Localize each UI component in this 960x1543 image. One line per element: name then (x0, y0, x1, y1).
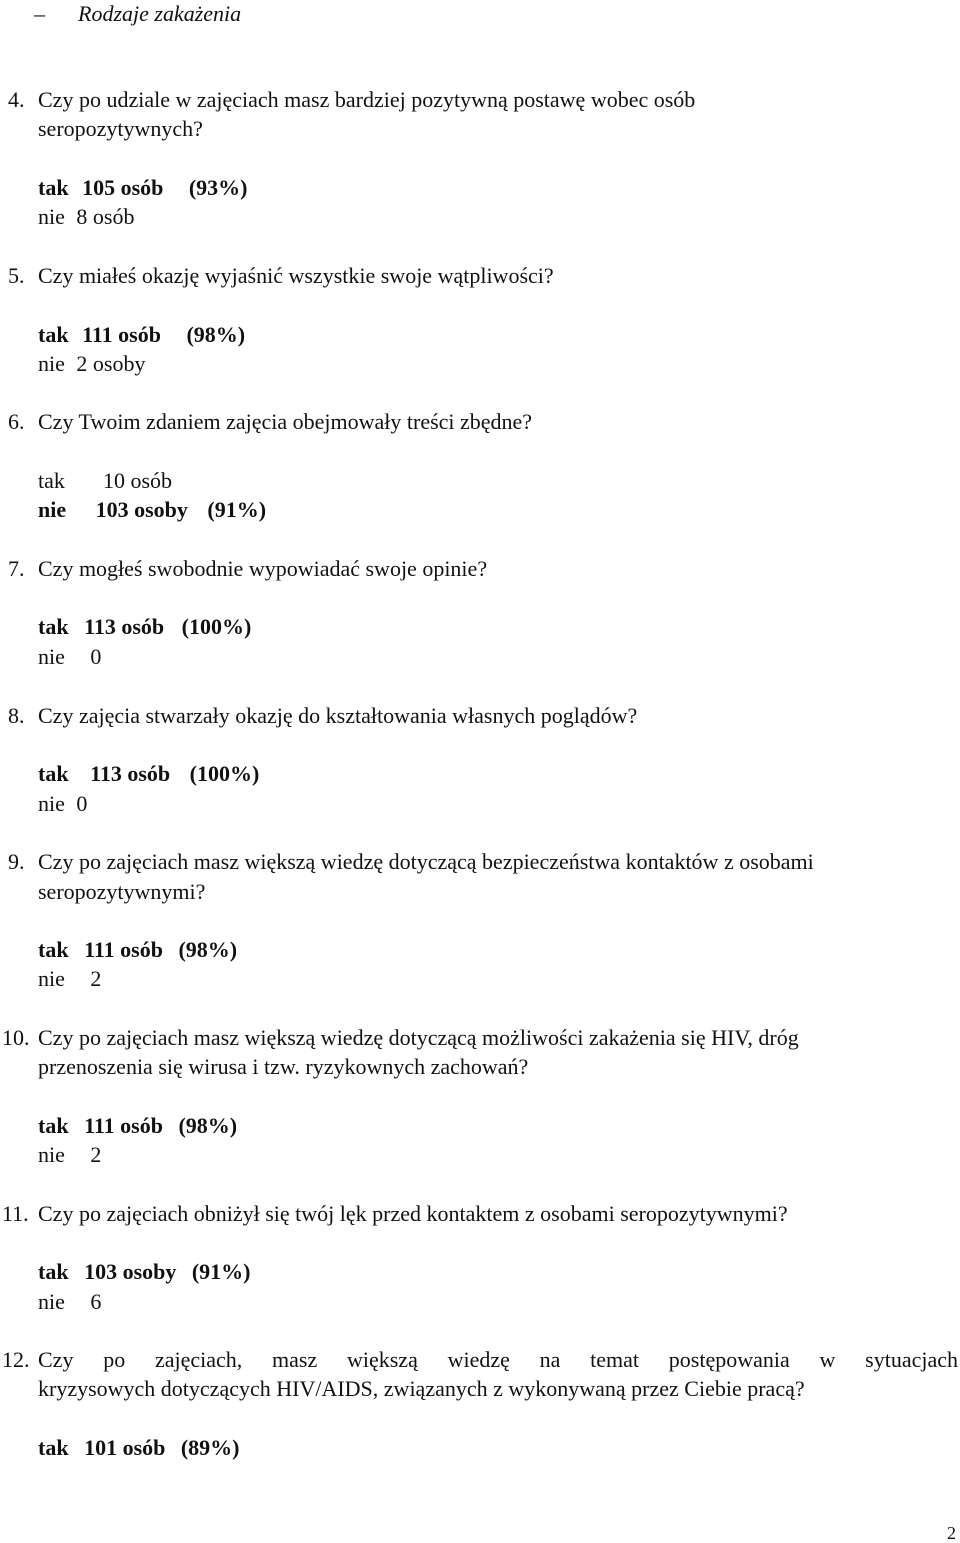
answer-no (38, 793, 87, 815)
question-number: 12. (2, 1347, 30, 1372)
answer-yes (38, 1437, 240, 1459)
answer-count: 111 osób (84, 937, 163, 962)
answer-percent: (91%) (191, 1259, 251, 1284)
question-text-cont: kryzysowych dotyczących HIV/AIDS, związanych z wykonywaną przez Ciebie pracą? (38, 1376, 805, 1401)
answer-label: nie (38, 966, 65, 991)
answer-yes (38, 939, 237, 961)
question-number: 8. (8, 703, 25, 728)
question-text: Czy Twoim zdaniem zajęcia obejmowały treści zbędne? (38, 409, 533, 434)
question-text: Czy po zajęciach masz większą wiedzę dotyczącą bezpieczeństwa kontaktów z osobami (38, 849, 814, 874)
answer-label: nie (38, 1289, 65, 1314)
answer-label: nie (38, 497, 67, 522)
answer-no (38, 499, 266, 521)
question-text: Czy zajęcia stwarzały okazję do kształtowania własnych poglądów? (38, 703, 638, 728)
answer-no (38, 206, 134, 228)
answer-yes (38, 616, 251, 638)
answer-yes (38, 1115, 237, 1137)
question-text: Czy po zajęciach masz większą wiedzę dotyczącą możliwości zakażenia się HIV, dróg (38, 1025, 799, 1050)
answer-count: 2 (90, 1142, 102, 1167)
answer-yes (38, 324, 245, 346)
answer-no (38, 1291, 101, 1313)
answer-label: tak (38, 937, 69, 962)
answer-count: 103 osoby (95, 497, 188, 522)
answer-no (38, 646, 101, 668)
answer-label: tak (38, 1259, 69, 1284)
question-text-cont: seropozytywnymi? (38, 879, 206, 904)
answer-count: 113 osób (84, 614, 165, 639)
answer-count: 105 osób (82, 175, 164, 200)
answer-percent: (91%) (207, 497, 267, 522)
answer-percent: (93%) (188, 175, 248, 200)
answer-no (38, 968, 101, 990)
answer-percent: (98%) (186, 322, 246, 347)
answer-label: nie (38, 204, 65, 229)
answer-count: 6 (90, 1289, 102, 1314)
answer-label: tak (38, 1435, 69, 1460)
question-text: Czy po zajęciach, masz większą wiedzę na temat postępowania w sytuacjach (38, 1347, 958, 1372)
answer-count: 103 osoby (84, 1259, 177, 1284)
question-number: 4. (8, 87, 25, 112)
answer-yes (38, 177, 248, 199)
answer-label: nie (38, 351, 65, 376)
section-heading (34, 1, 242, 26)
answer-yes (38, 763, 259, 785)
answer-label: tak (38, 1113, 69, 1138)
question-text-cont: przenoszenia się wirusa i tzw. ryzykownych zachowań? (38, 1054, 529, 1079)
answer-label: tak (38, 322, 69, 347)
question-number: 6. (8, 409, 25, 434)
question-number: 9. (8, 849, 25, 874)
answer-count: 101 osób (84, 1435, 166, 1460)
answer-percent: (100%) (189, 761, 260, 786)
question-text: Czy miałeś okazję wyjaśnić wszystkie swoje wątpliwości? (38, 263, 554, 288)
answer-count: 2 osoby (76, 351, 146, 376)
answer-label: tak (38, 761, 69, 786)
answer-count: 113 osób (90, 761, 171, 786)
page-number: 2 (947, 1523, 956, 1543)
answer-label: tak (38, 614, 69, 639)
question-number: 10. (2, 1025, 30, 1050)
answer-percent: (98%) (178, 937, 238, 962)
answer-label: nie (38, 644, 65, 669)
question-number: 7. (8, 556, 25, 581)
answer-count: 2 (90, 966, 102, 991)
answer-yes (38, 468, 173, 493)
heading-text: Rodzaje zakażenia (78, 1, 242, 26)
answer-count: 0 (90, 644, 102, 669)
answer-label: nie (38, 1142, 65, 1167)
answer-percent: (89%) (180, 1435, 240, 1460)
question-number: 5. (8, 263, 25, 288)
answer-percent: (100%) (181, 614, 252, 639)
answer-no (38, 353, 145, 375)
heading-dash: – (34, 1, 45, 26)
answer-count: 8 osób (76, 204, 135, 229)
answer-label: tak (38, 468, 65, 493)
answer-no (38, 1144, 101, 1166)
answer-label: nie (38, 791, 65, 816)
answer-label: tak (38, 175, 69, 200)
answer-percent: (98%) (178, 1113, 238, 1138)
answer-count: 10 osób (103, 468, 173, 493)
question-number: 11. (2, 1201, 29, 1226)
question-text: Czy po zajęciach obniżył się twój lęk przed kontaktem z osobami seropozytywnymi? (38, 1201, 788, 1226)
question-text: Czy mogłeś swobodnie wypowiadać swoje opinie? (38, 556, 488, 581)
answer-count: 0 (76, 791, 88, 816)
answer-count: 111 osób (82, 322, 161, 347)
question-text: Czy po udziale w zajęciach masz bardziej pozytywną postawę wobec osób (38, 87, 696, 112)
answer-yes (38, 1261, 251, 1283)
question-text-cont: seropozytywnych? (38, 116, 203, 141)
answer-count: 111 osób (84, 1113, 163, 1138)
